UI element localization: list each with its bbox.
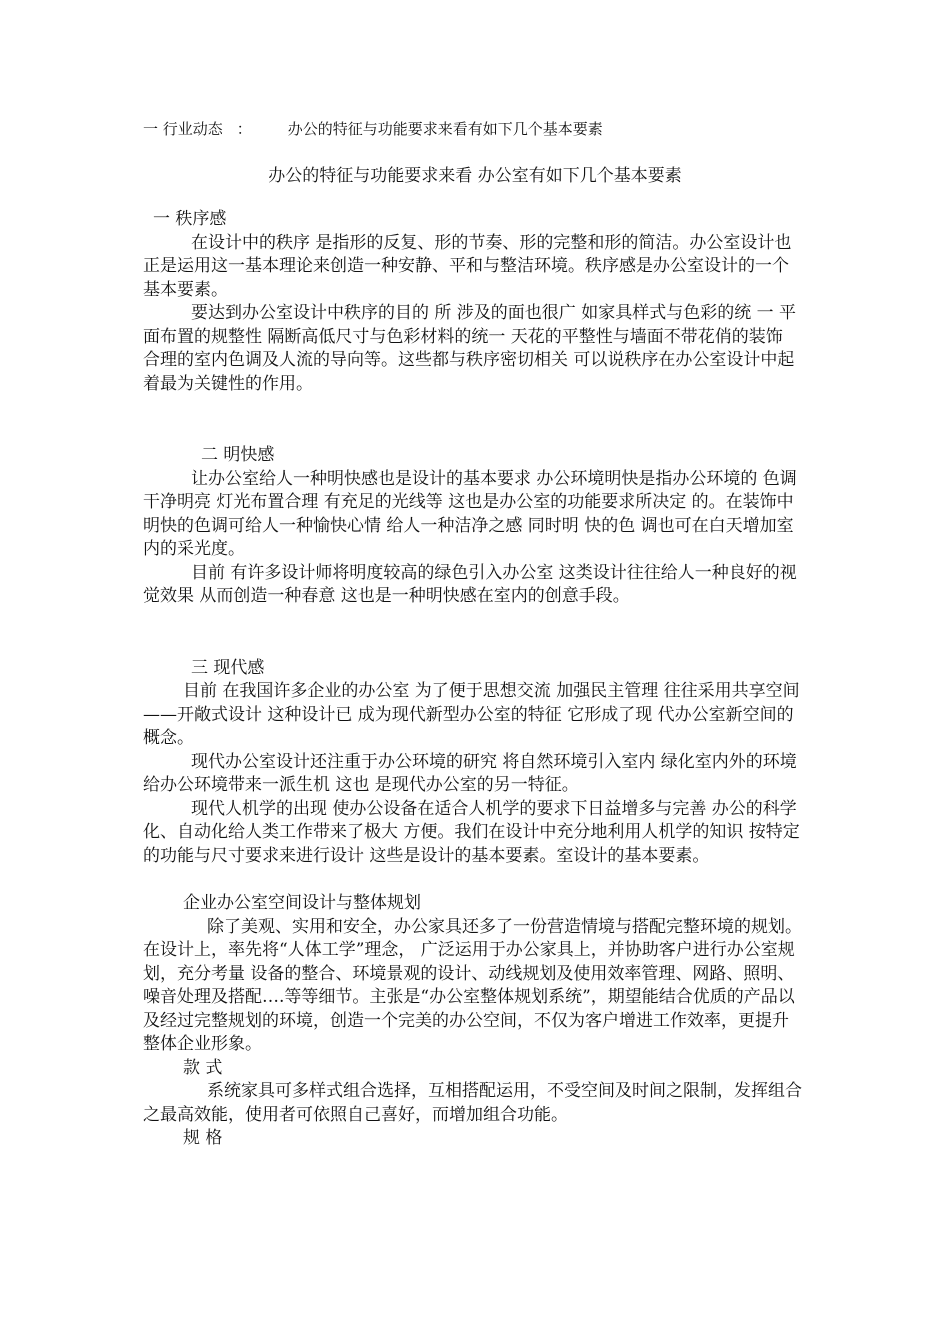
- header-topic: 办公的特征与功能要求来看有如下几个基本要素: [287, 120, 603, 138]
- section-heading-planning: 企业办公室空间设计与整体规划: [183, 893, 421, 913]
- section-heading-modernity: 三 现代感: [191, 657, 265, 678]
- paragraph: 让办公室给人一种明快感也是设计的基本要求 办公环境明快是指办公环境的 色调干净明亮 灯光布置合理 有充足的光线等 这也是办公室的功能要求所决定 的。在装饰中明快的色调可给人一种愉快心情 给人一种洁净之感 同时明 快的色 调也可在白天增加室内的采光度。: [143, 468, 797, 559]
- section-heading-style: 款 式: [183, 1057, 223, 1078]
- paragraph: 现代办公室设计还注重于办公环境的研究 将自然环境引入室内 绿化室内外的环境 给办公环境带来一派生机 这也 是现代办公室的另一特征。: [143, 751, 797, 795]
- section-heading-brightness: 二 明快感: [201, 445, 275, 465]
- paragraph: 系统家具可多样式组合选择，互相搭配运用，不受空间及时间之限制，发挥组合之最高效能，使用者可依照自己喜好，而增加组合功能。: [143, 1081, 802, 1125]
- paragraph: 除了美观、实用和安全，办公家具还多了一份营造情境与搭配完整环境的规划。在设计上，率先将“人体工学”理念， 广泛运用于办公家具上，并协助客户进行办公室规划，充分考量 设备的整合、环境景观的设计、动线规划及使用效率管理、网路、照明、噪音处理及搭配….等等细节。主张是“办公室整体规划系统”，期望能结合优质的产品以及经过完整规划的环境，创造一个完美的办公空间，不仅为客户增进工作效率，更提升整体企业形象。: [143, 916, 802, 1054]
- section-heading-order: 一 秩序感: [153, 209, 227, 229]
- paragraph: 现代人机学的出现 使办公设备在适合人机学的要求下日益增多与完善 办公的科学化、自动化给人类工作带来了极大 方便。我们在设计中充分地利用人机学的知识 按特定的功能与尺寸要求来进行设计 这些是设计的基本要素。室设计的基本要素。: [143, 798, 800, 866]
- header-colon: ：: [236, 120, 252, 138]
- paragraph: 要达到办公室设计中秩序的目的 所 涉及的面也很广 如家具样式与色彩的统 一 平面布置的规整性 隔断高低尺寸与色彩材料的统一 天花的平整性与墙面不带花俏的装饰 合理的室内色调及人流的导向等。这些都与秩序密切相关 可以说秩序在办公室设计中起着最为关键性的作用。: [143, 303, 797, 394]
- header-category: 一 行业动态: [143, 120, 223, 138]
- section-heading-spec: 规 格: [183, 1128, 223, 1148]
- paragraph: 目前 在我国许多企业的办公室 为了便于思想交流 加强民主管理 往往采用共享空间——开敞式设计 这种设计已 成为现代新型办公室的特征 它形成了现 代办公室新空间的概念。: [143, 681, 800, 748]
- paragraph: 目前 有许多设计师将明度较高的绿色引入办公室 这类设计往往给人一种良好的视觉效果 从而创造一种春意 这也是一种明快感在室内的创意手段。: [143, 562, 797, 606]
- document-body: [143, 208, 803, 1151]
- header-line: [143, 118, 603, 139]
- paragraph: 在设计中的秩序 是指形的反复、形的节奏、形的完整和形的简洁。办公室设计也正是运用这一基本理论来创造一种安静、平和与整洁环境。秩序感是办公室设计的一个基本要素。: [143, 232, 792, 300]
- document-title: 办公的特征与功能要求来看 办公室有如下几个基本要素: [268, 166, 682, 186]
